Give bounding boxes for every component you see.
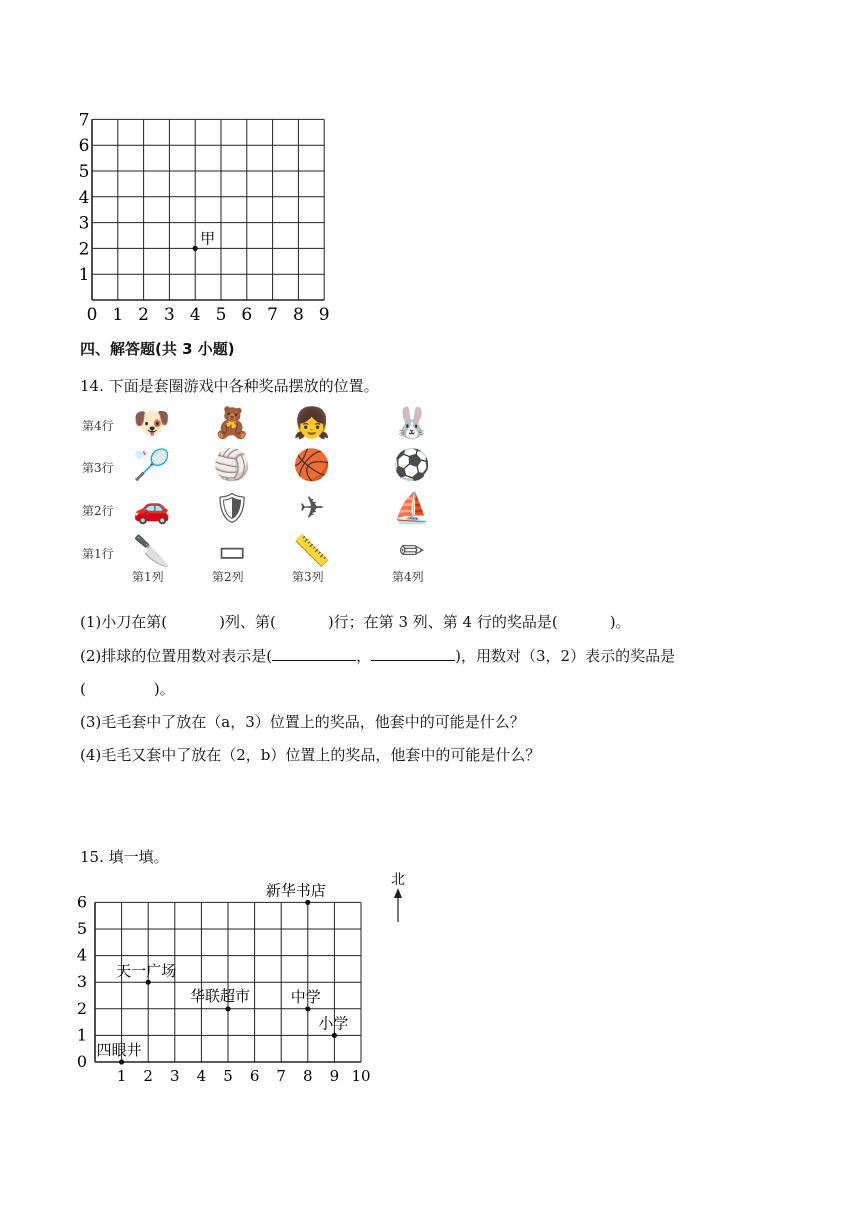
y-tick-label: 5 bbox=[78, 162, 90, 182]
ruler-icon: 📏 bbox=[293, 533, 331, 569]
q14-part1-text-a: (1)小刀在第( bbox=[80, 613, 168, 631]
q14-part3: (3)毛毛套中了放在（a，3）位置上的奖品，他套中的可能是什么？ bbox=[80, 713, 525, 731]
row-label: 第3行 bbox=[82, 461, 114, 475]
section-title: 四、解答题(共 3 小题) bbox=[80, 340, 235, 358]
answer-blank-y[interactable] bbox=[371, 646, 455, 661]
x-tick-label: 7 bbox=[267, 305, 279, 325]
basketball-icon: 🏀 bbox=[293, 447, 331, 483]
shuttlecock-icon: 🏸 bbox=[133, 447, 171, 483]
y-tick-label: 2 bbox=[78, 239, 90, 260]
place-point bbox=[332, 1033, 337, 1038]
answer-blank-x[interactable] bbox=[272, 646, 356, 661]
q14-part2 bbox=[80, 645, 675, 666]
eraser-icon: ▭ bbox=[217, 533, 247, 569]
y-tick-label: 6 bbox=[76, 892, 88, 912]
q14-part4: (4)毛毛又套中了放在（2，b）位置上的奖品，他套中的可能是什么？ bbox=[80, 746, 541, 764]
place-label: 华联超市 bbox=[190, 986, 251, 1005]
place-label: 新华书店 bbox=[265, 881, 326, 900]
place-point bbox=[225, 1006, 230, 1011]
x-tick-label: 3 bbox=[163, 305, 175, 325]
rabbit-icon: 🐰 bbox=[393, 405, 431, 441]
point-label: 甲 bbox=[200, 229, 216, 248]
place-point bbox=[146, 980, 151, 985]
place-label: 小学 bbox=[318, 1014, 349, 1033]
x-tick-label: 8 bbox=[303, 1067, 313, 1085]
q14-stem: 14. 下面是套圈游戏中各种奖品摆放的位置。 bbox=[80, 377, 379, 395]
x-tick-label: 1 bbox=[116, 1067, 127, 1085]
point-jia bbox=[193, 246, 198, 251]
y-tick-label: 5 bbox=[76, 919, 88, 938]
y-tick-label: 0 bbox=[76, 1052, 88, 1071]
x-tick-label: 4 bbox=[196, 1067, 207, 1085]
place-point bbox=[305, 1006, 310, 1011]
column-label: 第4列 bbox=[392, 570, 424, 584]
y-tick-label: 4 bbox=[78, 187, 90, 208]
y-tick-label: 3 bbox=[78, 213, 90, 234]
coordinate-grid-1 bbox=[70, 110, 340, 325]
x-tick-label: 2 bbox=[138, 305, 150, 325]
y-tick-label: 4 bbox=[76, 945, 88, 965]
x-tick-label: 9 bbox=[318, 305, 330, 325]
row-label: 第1行 bbox=[82, 547, 114, 561]
column-label: 第3列 bbox=[292, 570, 324, 584]
x-tick-label: 5 bbox=[215, 305, 227, 325]
airplane-icon: ✈ bbox=[299, 490, 325, 526]
q14-part1 bbox=[80, 611, 631, 632]
x-tick-label: 9 bbox=[329, 1067, 340, 1085]
place-point bbox=[305, 900, 310, 905]
q14-part1-text-c: )行；在第 3 列、第 4 行的奖品是( bbox=[327, 613, 558, 631]
place-point bbox=[119, 1059, 124, 1064]
column-label: 第1列 bbox=[132, 570, 164, 584]
x-tick-label: 6 bbox=[241, 305, 253, 325]
x-tick-label: 8 bbox=[292, 305, 304, 325]
x-tick-label: 2 bbox=[143, 1067, 153, 1085]
pencil-icon: ✏ bbox=[399, 533, 425, 569]
x-tick-label: 0 bbox=[86, 305, 98, 325]
dog-icon: 🐶 bbox=[133, 405, 171, 441]
doll-icon: 👧 bbox=[293, 405, 331, 441]
tank-icon: 🛡 bbox=[212, 490, 252, 526]
sailboat-icon: ⛵ bbox=[393, 490, 431, 526]
row-label: 第2行 bbox=[82, 504, 114, 518]
q14-part2-text-a: (2)排球的位置用数对表示是( bbox=[80, 647, 273, 665]
q14-part1-text-d: )。 bbox=[609, 613, 631, 631]
knife-icon: 🔪 bbox=[133, 533, 171, 569]
north-arrow-icon bbox=[394, 888, 402, 898]
q14-part2-text-c: )，用数对（3，2）表示的奖品是 bbox=[455, 647, 676, 665]
y-tick-label: 3 bbox=[76, 972, 88, 992]
x-tick-label: 3 bbox=[170, 1067, 180, 1085]
coordinate-grid-2 bbox=[70, 868, 410, 1088]
q14-part2-text-b: ， bbox=[356, 647, 372, 665]
q14-part1-text-b: )列、第( bbox=[219, 613, 276, 631]
q14-part2-text-e: )。 bbox=[153, 680, 175, 698]
q15-stem: 15. 填一填。 bbox=[80, 848, 169, 866]
prize-grid bbox=[80, 405, 440, 590]
x-tick-label: 1 bbox=[112, 305, 124, 325]
soccer-ball-icon: ⚽ bbox=[393, 447, 431, 483]
teddy-bear-icon: 🧸 bbox=[213, 405, 251, 441]
north-label: 北 bbox=[391, 872, 405, 888]
row-label: 第4行 bbox=[82, 419, 114, 433]
y-tick-label: 2 bbox=[76, 998, 88, 1018]
x-tick-label: 5 bbox=[223, 1067, 233, 1085]
x-tick-label: 7 bbox=[276, 1067, 286, 1085]
y-tick-label: 6 bbox=[78, 136, 90, 157]
q14-part2-cont bbox=[80, 678, 175, 699]
car-icon: 🚗 bbox=[133, 490, 171, 526]
place-label: 四眼井 bbox=[96, 1041, 142, 1059]
y-tick-label: 7 bbox=[78, 110, 90, 131]
q14-part2-text-d: ( bbox=[80, 680, 86, 698]
place-label: 天一广场 bbox=[116, 962, 177, 981]
y-tick-label: 1 bbox=[76, 1025, 88, 1045]
column-label: 第2列 bbox=[212, 570, 244, 584]
volleyball-icon: 🏐 bbox=[213, 447, 251, 483]
y-tick-label: 1 bbox=[78, 265, 90, 286]
place-label: 中学 bbox=[290, 987, 321, 1006]
x-tick-label: 6 bbox=[249, 1067, 260, 1085]
x-tick-label: 10 bbox=[351, 1067, 371, 1085]
x-tick-label: 4 bbox=[189, 305, 201, 325]
